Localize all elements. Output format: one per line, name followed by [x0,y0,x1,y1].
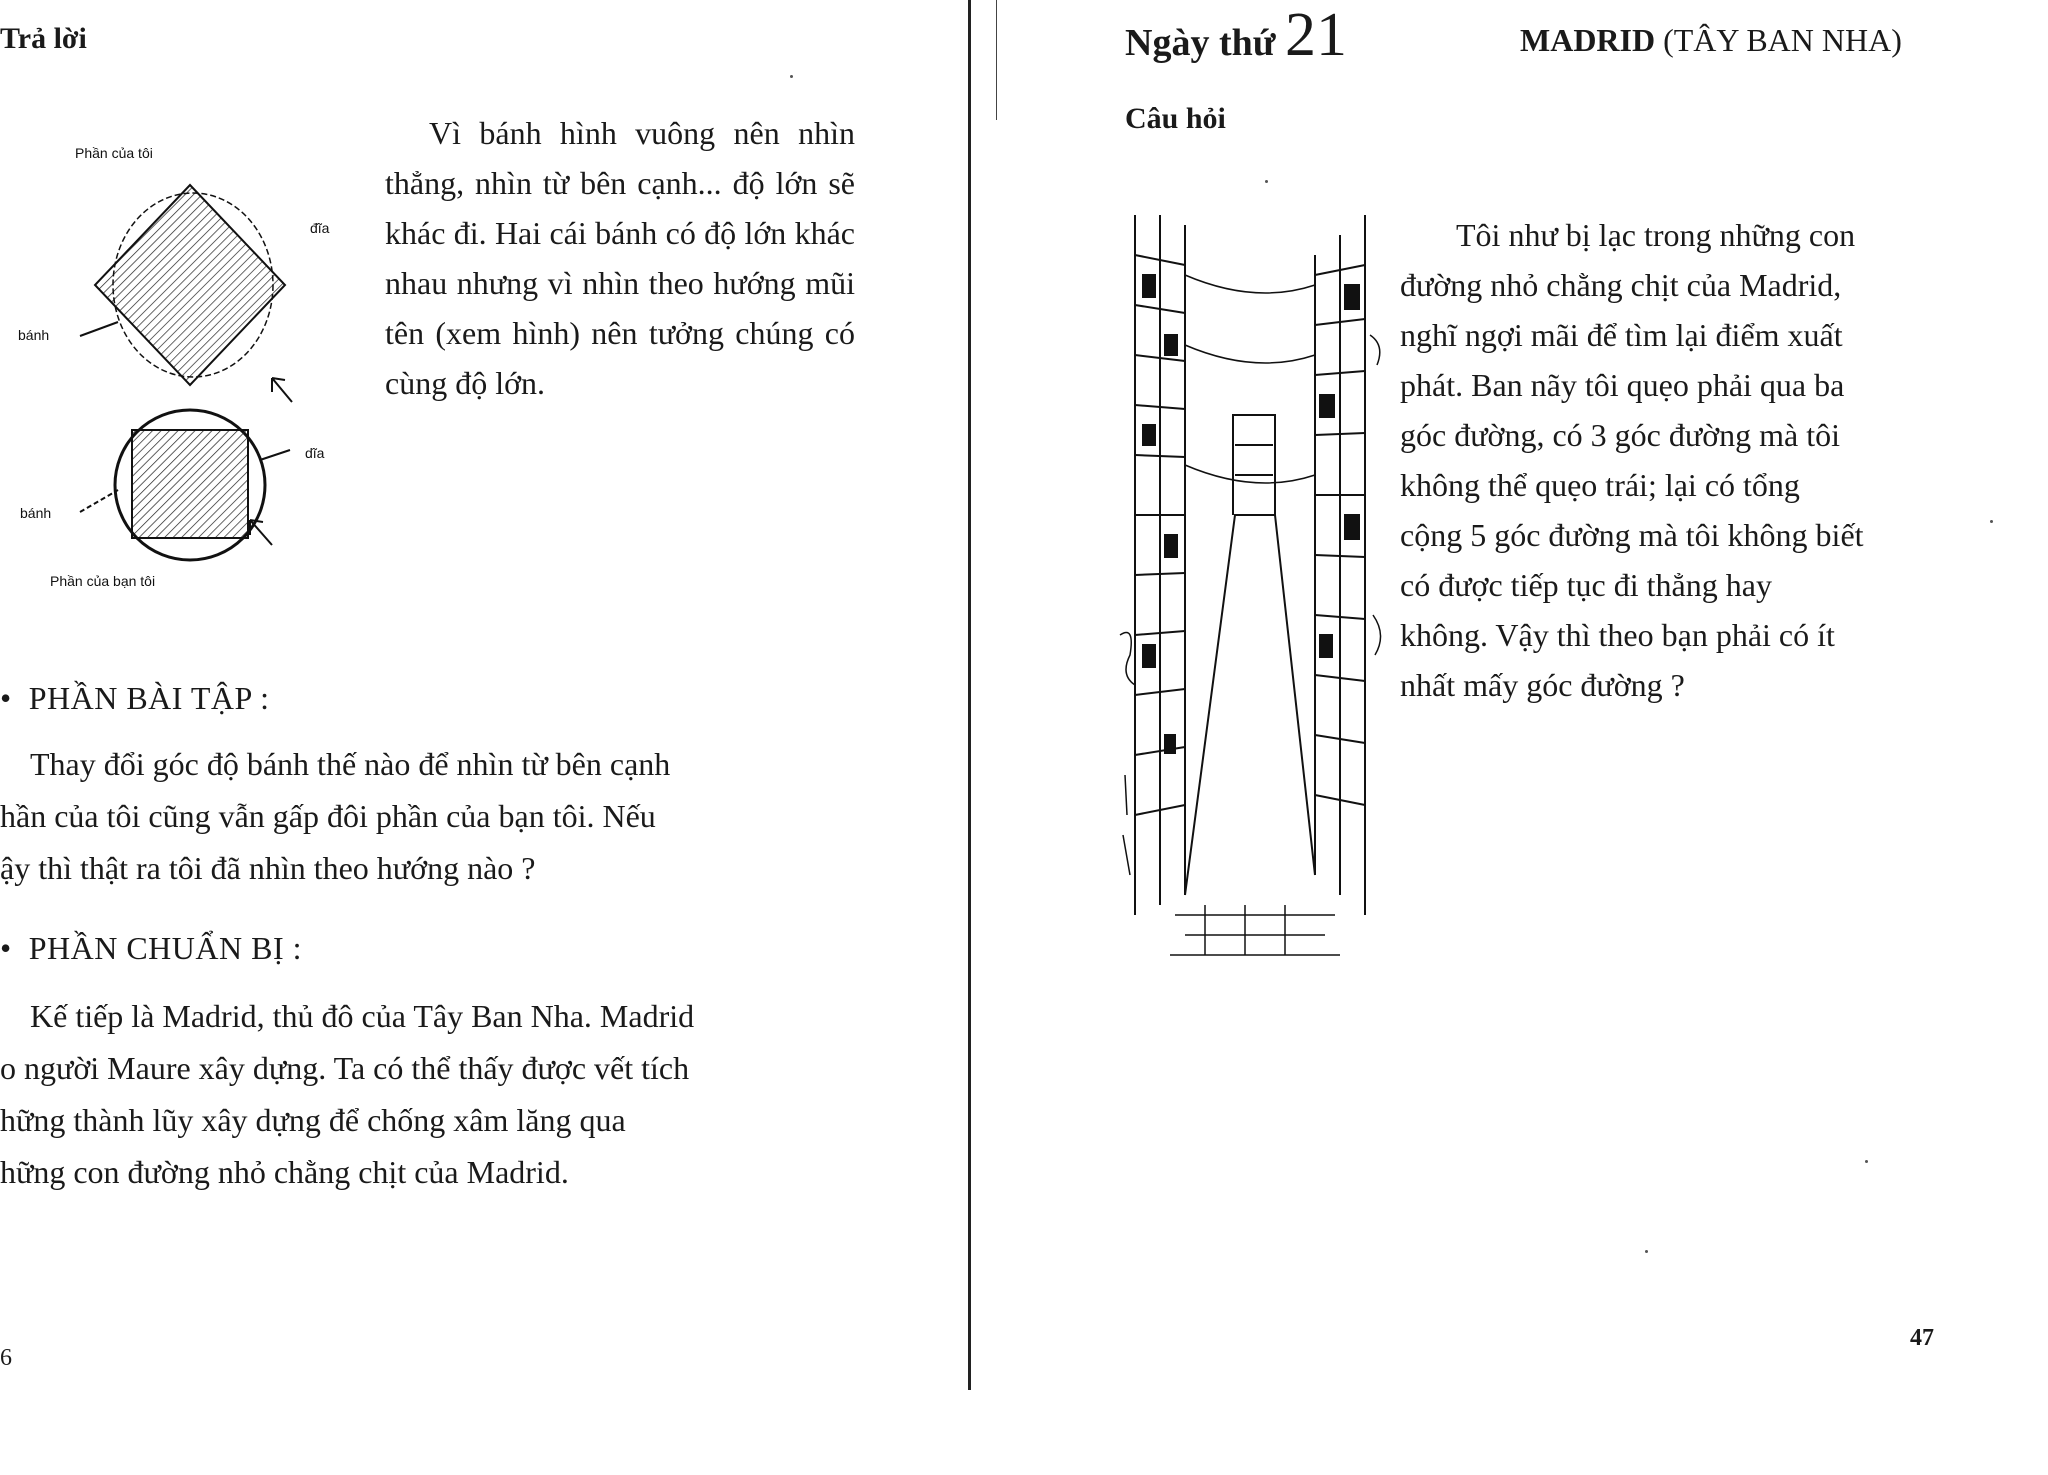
question-text [1400,210,2000,710]
preparation-title-text: PHẦN CHUẨN BỊ : [28,930,302,966]
exercise-title [0,680,270,717]
square-cake-shape [132,430,248,538]
question-line: đường nhỏ chằng chịt của Madrid, [1400,267,1842,303]
arrow-icon [250,520,272,545]
question-line: có được tiếp tục đi thẳng hay [1400,567,1772,603]
label-cake-bottom: bánh [20,505,52,521]
day-prefix: Ngày thứ [1125,22,1276,64]
preparation-line: Kế tiếp là Madrid, thủ đô của Tây Ban Nha. Madrid [30,998,695,1034]
label-plate-bottom: dĩa [305,445,325,461]
answer-heading: Trả lời [0,22,87,55]
spine-shadow [996,0,997,120]
day-heading [1125,0,1347,71]
question-line: cộng 5 góc đường mà tôi không biết [1400,517,1864,553]
question-line: không thể quẹo trái; lại có tổng [1400,467,1800,503]
label-my-part: Phần của tôi [75,145,153,161]
scan-speck [1265,180,1268,183]
arrow-icon [272,378,292,402]
exercise-title-text: PHẦN BÀI TẬP : [28,680,270,716]
label-plate-top: đĩa [310,220,330,236]
scan-speck [790,75,793,78]
pointer-line-plate-bottom [260,450,290,460]
scan-speck [1645,1250,1648,1253]
bottom-figure [20,410,325,589]
diamond-cake-shape [95,185,285,385]
question-line: Tôi như bị lạc trong những con [1456,217,1856,253]
question-heading: Câu hỏi [1125,102,1226,135]
madrid-alley-illustration [1115,215,1395,975]
page-number-right: 47 [1910,1325,1934,1351]
scan-speck [1865,1160,1868,1163]
preparation-line: hững thành lũy xây dựng để chống xâm lăng qua [0,1102,626,1138]
label-cake-top: bánh [18,327,50,343]
question-line: không. Vậy thì theo bạn phải có ít [1400,617,1835,653]
city-name: MADRID [1520,22,1656,58]
preparation-line: o người Maure xây dựng. Ta có thể thấy được vết tích [0,1050,690,1086]
preparation-title [0,930,302,967]
scan-speck [1990,520,1993,523]
answer-text: Vì bánh hình vuông nên nhìn thẳng, nhìn từ bên cạnh... độ lớn sẽ khác đi. Hai cái bánh có độ lớn khác nhau nhưng vì nhìn theo hướng mũi tên (xem hình) nên tưởng chúng có cùng độ lớn. [385,115,855,401]
exercise-paragraph [0,738,850,894]
question-line: nghĩ ngợi mãi để tìm lại điểm xuất [1400,317,1843,353]
book-spine [968,0,971,1390]
bullet-icon: • [0,680,29,716]
cake-plate-diagram [10,140,350,600]
pointer-line-cake-top [80,322,118,336]
page-number-left: 6 [0,1345,12,1371]
country-name: (TÂY BAN NHA) [1663,22,1902,58]
exercise-line: hần của tôi cũng vẫn gấp đôi phần của bạn tôi. Nếu [0,798,656,834]
exercise-line: Thay đổi góc độ bánh thế nào để nhìn từ bên cạnh [30,746,671,782]
exercise-line: ậy thì thật ra tôi đã nhìn theo hướng nào ? [0,850,536,886]
day-number: 21 [1285,1,1348,69]
top-figure [18,145,330,402]
question-line: góc đường, có 3 góc đường mà tôi [1400,417,1841,453]
question-line: nhất mấy góc đường ? [1400,667,1685,703]
bullet-icon: • [0,930,29,966]
pointer-line-cake-bottom [80,490,118,512]
label-friend-part: Phần của bạn tôi [50,573,156,589]
city-heading [1520,22,1902,59]
question-line: phát. Ban nãy tôi quẹo phải qua ba [1400,367,1845,403]
preparation-paragraph [0,990,850,1198]
preparation-line: hững con đường nhỏ chằng chịt của Madrid. [0,1154,569,1190]
